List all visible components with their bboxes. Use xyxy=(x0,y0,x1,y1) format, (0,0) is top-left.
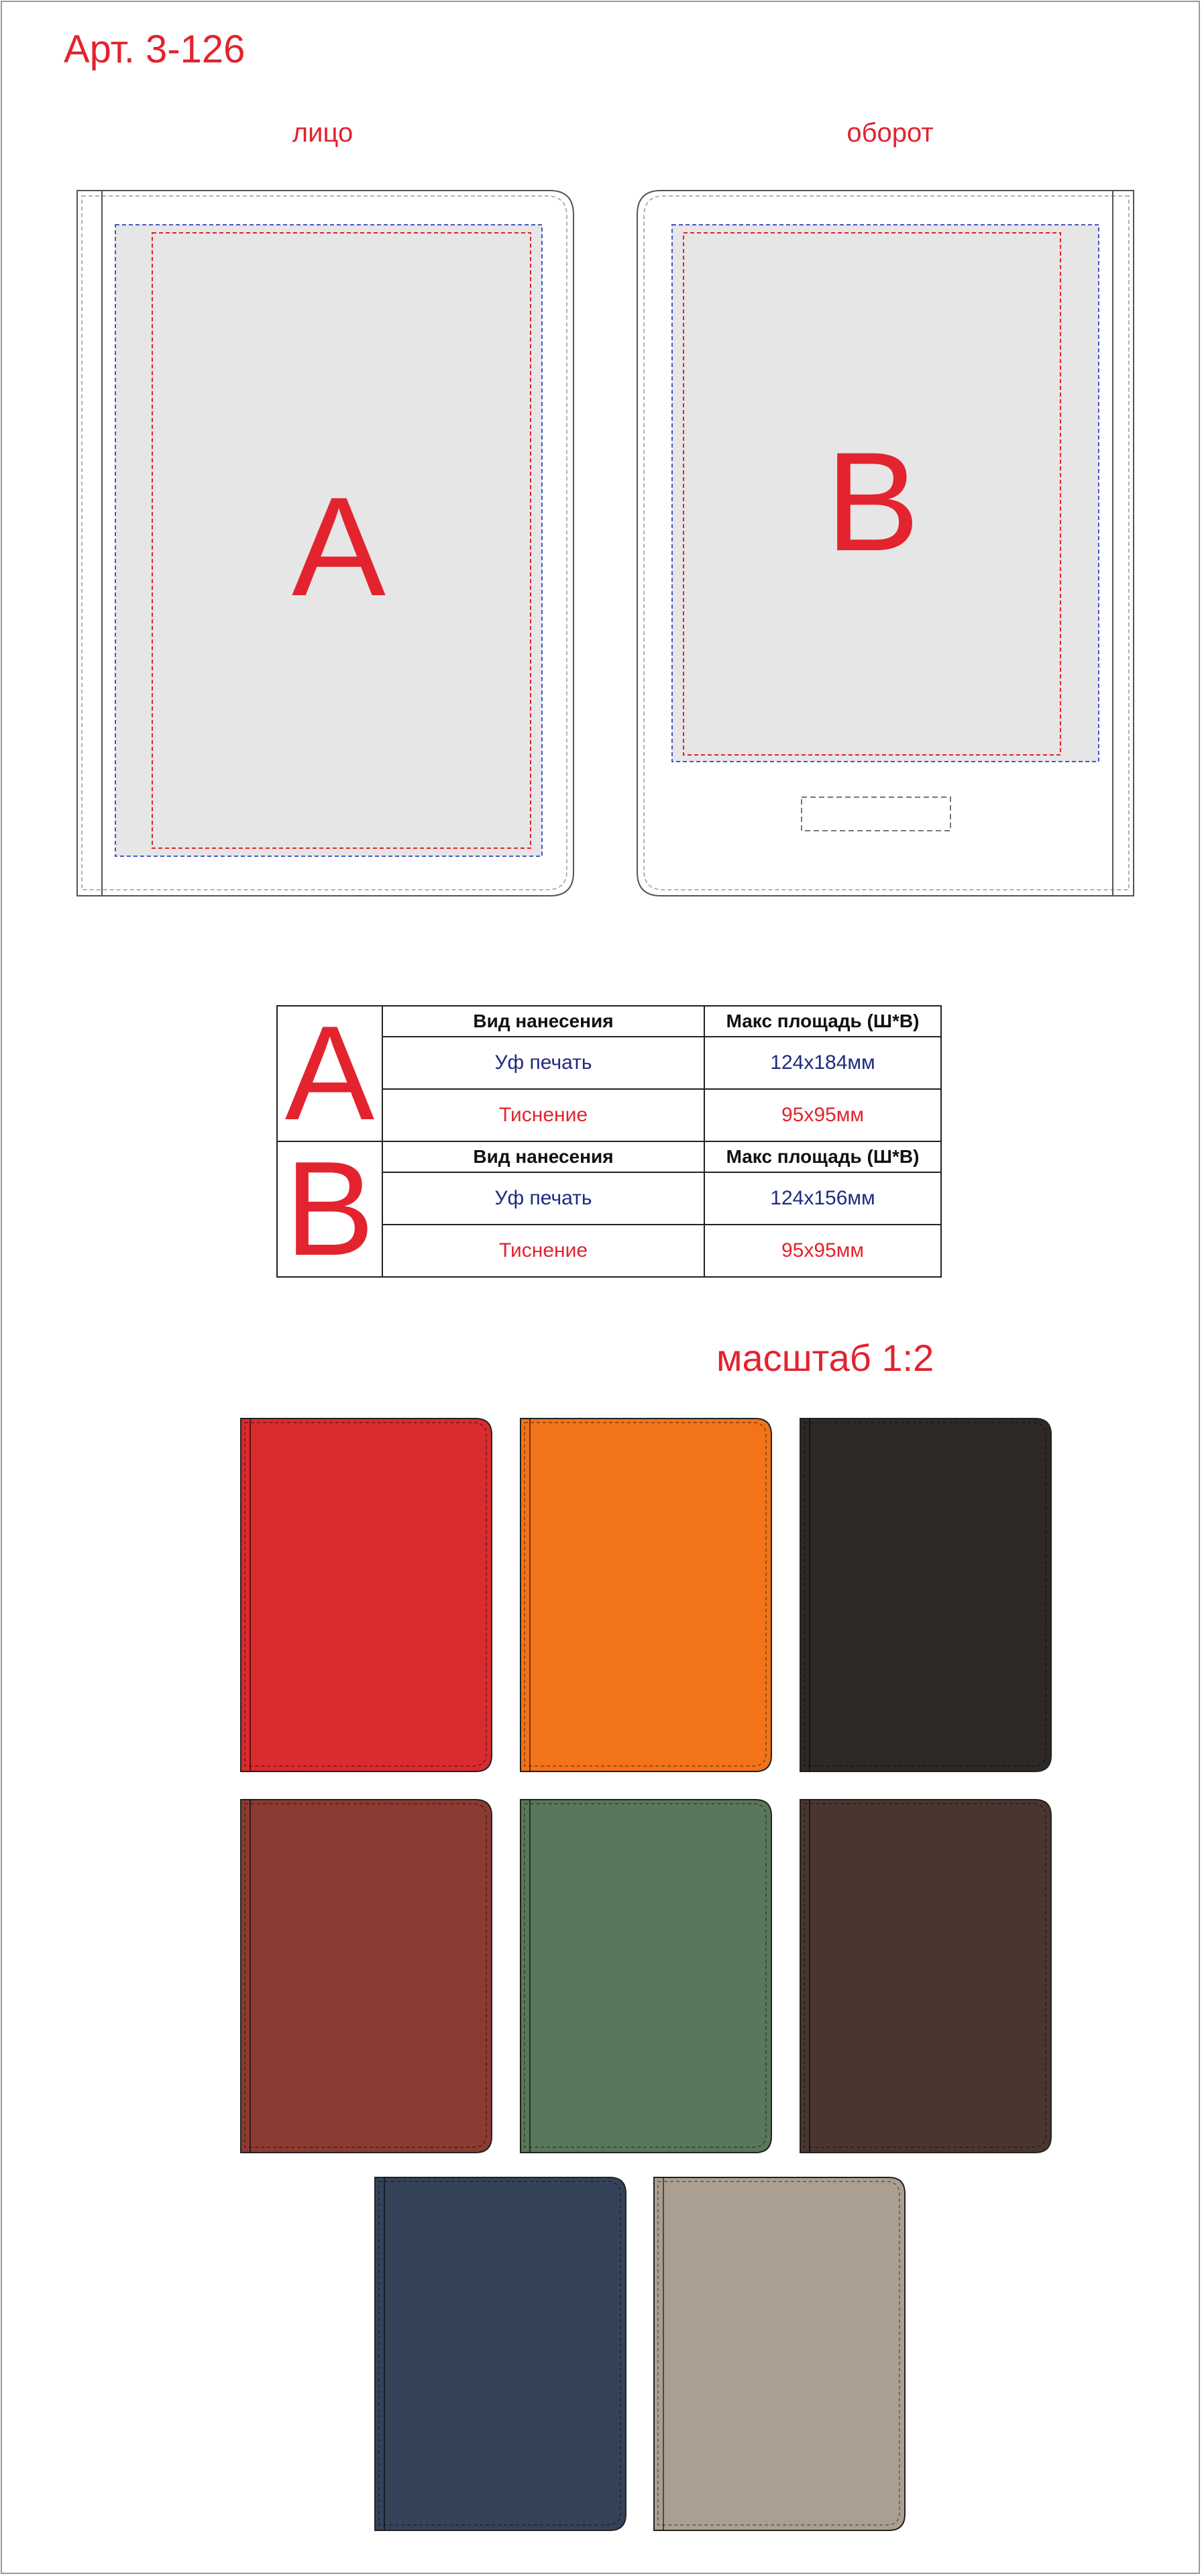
a-emboss-method: Тиснение xyxy=(382,1089,704,1141)
color-swatch-8 xyxy=(653,2176,906,2532)
zone-b-letter: B xyxy=(825,423,920,580)
color-swatch-3 xyxy=(799,1417,1052,1773)
color-swatch-7 xyxy=(374,2176,627,2532)
b-uv-area: 124х156мм xyxy=(704,1172,941,1225)
b-uv-method: Уф печать xyxy=(382,1172,704,1225)
a-emboss-area: 95х95мм xyxy=(704,1089,941,1141)
b-emboss-method: Тиснение xyxy=(382,1225,704,1277)
a-uv-method: Уф печать xyxy=(382,1037,704,1089)
color-swatch-4 xyxy=(239,1798,493,2154)
a-uv-area: 124х184мм xyxy=(704,1037,941,1089)
header-method-b: Вид нанесения xyxy=(382,1141,704,1172)
header-area: Макс площадь (Ш*В) xyxy=(704,1006,941,1037)
zone-a-letter: A xyxy=(291,468,386,625)
article-title: Арт. 3-126 xyxy=(64,28,245,71)
color-swatch-6 xyxy=(799,1798,1052,2154)
table-zone-b: B xyxy=(277,1141,382,1277)
table-zone-a: A xyxy=(277,1006,382,1141)
header-area-b: Макс площадь (Ш*В) xyxy=(704,1141,941,1172)
color-swatch-2 xyxy=(519,1417,773,1773)
header-method: Вид нанесения xyxy=(382,1006,704,1037)
b-emboss-area: 95х95мм xyxy=(704,1225,941,1277)
application-spec-table xyxy=(276,998,942,1284)
scale-label: масштаб 1:2 xyxy=(716,1337,934,1379)
color-swatch-5 xyxy=(519,1798,773,2154)
color-swatch-1 xyxy=(239,1417,493,1773)
front-view-label: лицо xyxy=(292,118,353,148)
back-view-label: оборот xyxy=(846,118,934,148)
